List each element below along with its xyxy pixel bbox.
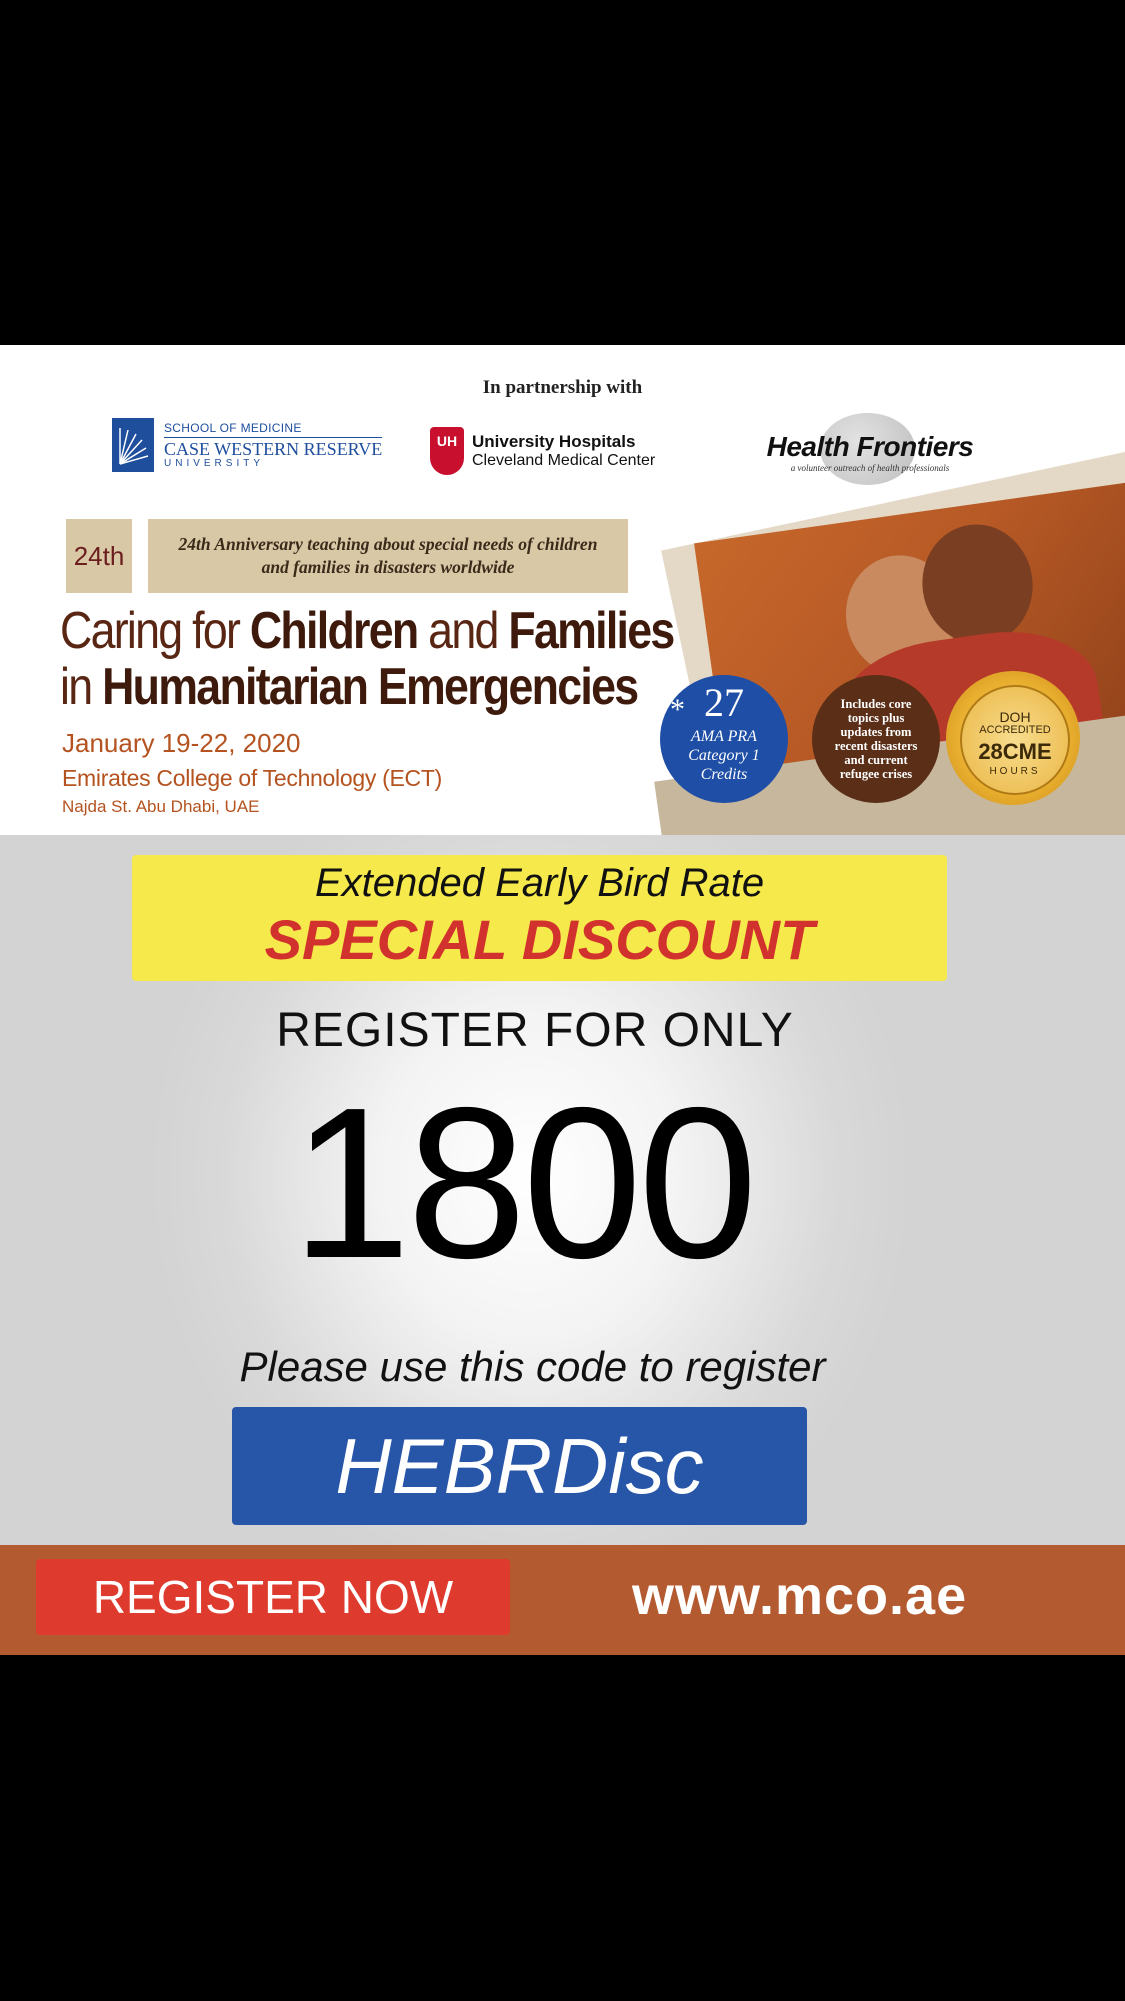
hf-tagline: a volunteer outreach of health professionals [790, 463, 950, 473]
credits-text: AMA PRA Category 1 Credits [688, 728, 760, 783]
cwru-logo [112, 415, 382, 475]
event-address: Najda St. Abu Dhabi, UAE [62, 797, 260, 816]
event-title: Caring for Children and Families in Humanitarian Emergencies [60, 602, 674, 716]
website-link[interactable]: www.mco.ae [632, 1566, 968, 1626]
doh-seal [946, 671, 1080, 805]
credits-number: 27 [704, 680, 744, 725]
cwru-school-label: SCHOOL OF MEDICINE [164, 420, 302, 435]
poster-header [0, 345, 1125, 835]
early-bird-box [132, 855, 947, 981]
uh-subname: Cleveland Medical Center [472, 451, 656, 469]
offer-section [0, 835, 1125, 1545]
edition-number: 24th [66, 519, 132, 593]
code-instruction-text: Please use this code to register [239, 1343, 826, 1390]
doh-accredited: ACCREDITED [979, 724, 1051, 736]
register-now-button[interactable]: REGISTER NOW [36, 1559, 510, 1635]
cwru-emblem-icon [112, 418, 154, 472]
doh-cme: 28CME [978, 739, 1052, 764]
price-value: 1800 [291, 1062, 754, 1303]
register-for-only-text: REGISTER FOR ONLY [276, 1004, 794, 1057]
credits-badge [660, 675, 788, 803]
event-date: January 19-22, 2020 [62, 728, 301, 758]
special-discount-text: SPECIAL DISCOUNT [264, 908, 815, 971]
doh-label: DOH [999, 709, 1031, 725]
topics-text: Includes core topics plus updates from recent disasters and current refugee crises [834, 697, 918, 781]
event-poster [0, 345, 1125, 1655]
cwru-university-label: UNIVERSITY [164, 457, 265, 469]
partnership-label: In partnership with [482, 377, 643, 398]
discount-code[interactable]: HEBRDisc [232, 1407, 807, 1525]
event-venue: Emirates College of Technology (ECT) [62, 765, 442, 791]
extended-rate-text: Extended Early Bird Rate [314, 861, 765, 905]
doh-hours: HOURS [989, 766, 1041, 777]
uh-name: University Hospitals [472, 431, 636, 451]
footer-band [0, 1545, 1125, 1655]
topics-badge [812, 675, 940, 803]
uh-logo [430, 427, 655, 475]
anniversary-text: 24th Anniversary teaching about special needs of children and families in disasters worldwide [148, 519, 628, 593]
asterisk-icon: * [670, 693, 685, 726]
uh-shield-icon: UH [430, 427, 464, 475]
health-frontiers-logo [765, 411, 975, 491]
cwru-name: CASE WESTERN RESERVE [164, 438, 383, 459]
hf-name: Health Frontiers [766, 431, 974, 462]
